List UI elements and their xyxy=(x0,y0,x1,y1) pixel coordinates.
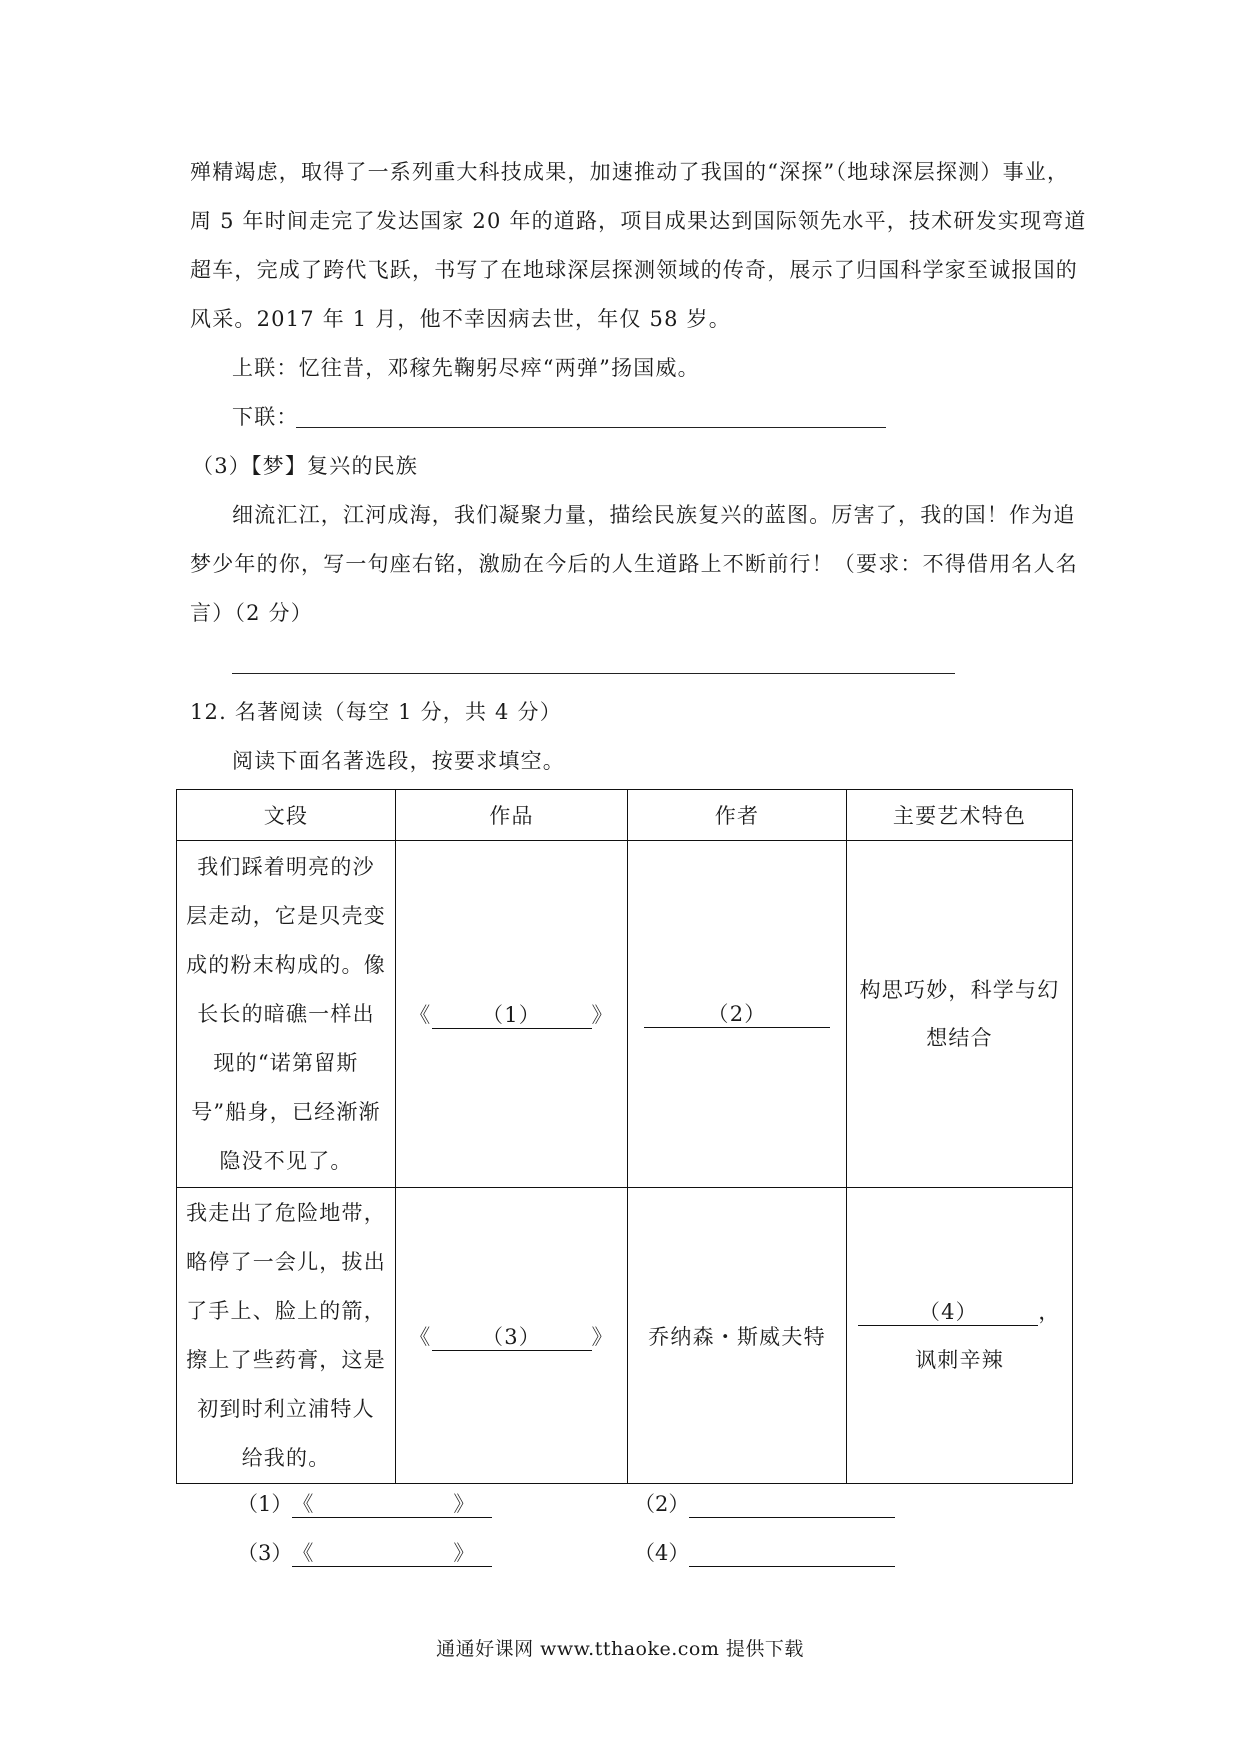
q12-heading: 12. 名著阅读（每空 1 分，共 4 分） xyxy=(190,700,562,724)
answer-1-field[interactable] xyxy=(292,1491,492,1518)
passage-line: 成的粉末构成的。像 xyxy=(186,952,386,977)
feature-cell xyxy=(847,1188,1073,1484)
feature-line: 讽刺辛辣 xyxy=(915,1347,1004,1372)
answer-3 xyxy=(237,1538,492,1568)
couplet-lower-answer-line[interactable] xyxy=(296,427,886,428)
author-cell xyxy=(628,841,847,1188)
passage-line: 给我的。 xyxy=(241,1445,331,1470)
book-title-open: 《 xyxy=(409,1003,432,1027)
table-header-row xyxy=(177,790,1073,841)
passage-line: 现的“诺第留斯 xyxy=(213,1050,359,1075)
answer-4-field[interactable] xyxy=(689,1540,895,1567)
q12-instruction: 阅读下面名著选段，按要求填空。 xyxy=(232,749,565,773)
passage-line: 长长的暗礁一样出 xyxy=(197,1001,375,1026)
work-cell xyxy=(396,1188,628,1484)
motto-answer-line[interactable] xyxy=(232,673,955,674)
couplet-lower-label: 下联： xyxy=(232,405,299,429)
header-work: 作品 xyxy=(396,790,628,841)
intro-line-4: 风采。2017 年 1 月，他不幸因病去世，年仅 58 岁。 xyxy=(190,307,731,331)
book-title-open: 《 xyxy=(409,1324,432,1349)
passage-line: 我们踩着明亮的沙 xyxy=(197,854,375,879)
book-title-close: 》 xyxy=(453,1492,475,1516)
reading-table xyxy=(176,789,1073,1484)
passage-cell xyxy=(177,1188,396,1484)
answer-label: （2） xyxy=(634,1492,690,1516)
answer-2-field[interactable] xyxy=(689,1491,895,1518)
book-title-close: 》 xyxy=(591,1324,614,1349)
header-author: 作者 xyxy=(628,790,847,841)
book-title-open: 《 xyxy=(292,1492,314,1516)
passage-cell xyxy=(177,841,396,1188)
section3-heading: （3）【梦】复兴的民族 xyxy=(192,454,419,478)
answer-2 xyxy=(634,1489,895,1519)
work-cell xyxy=(396,841,628,1188)
intro-line-3: 超车，完成了跨代飞跃，书写了在地球深层探测领域的传奇，展示了归国科学家至诚报国的 xyxy=(190,258,1078,282)
section3-line-3: 言）（2 分） xyxy=(190,601,313,625)
intro-line-1: 殚精竭虑，取得了一系列重大科技成果，加速推动了我国的“深探”（地球深层探测）事业， xyxy=(190,160,1070,184)
header-feature: 主要艺术特色 xyxy=(847,790,1073,841)
feature-blank-4[interactable]: （4） xyxy=(858,1299,1038,1326)
table-row xyxy=(177,841,1073,1188)
passage-line: 我走出了危险地带， xyxy=(186,1200,386,1225)
passage-line: 号”船身，已经渐渐 xyxy=(191,1099,381,1124)
work-blank-3[interactable]: （3） xyxy=(432,1324,592,1351)
answer-label: （1） xyxy=(237,1492,293,1516)
passage-line: 了手上、脸上的箭， xyxy=(186,1298,386,1323)
answer-1 xyxy=(237,1489,492,1519)
section3-line-2: 梦少年的你，写一句座右铭，激励在今后的人生道路上不断前行！（要求：不得借用名人名 xyxy=(190,552,1078,576)
footer-credit: 通通好课网 www.tthaoke.com 提供下载 xyxy=(436,1638,804,1660)
couplet-upper: 上联：忆往昔，邓稼先鞠躬尽瘁“两弹”扬国威。 xyxy=(232,356,700,380)
author-blank-2[interactable]: （2） xyxy=(644,1001,830,1028)
book-title-open: 《 xyxy=(292,1541,314,1565)
answer-3-field[interactable] xyxy=(292,1540,492,1567)
passage-line: 略停了一会儿，拔出 xyxy=(186,1249,386,1274)
passage-line: 擦上了些药膏，这是 xyxy=(186,1347,386,1372)
book-title-close: 》 xyxy=(453,1541,475,1565)
feature-line: 构思巧妙，科学与幻 xyxy=(859,978,1060,1002)
passage-line: 初到时利立浦特人 xyxy=(197,1396,375,1421)
answer-4 xyxy=(634,1538,895,1568)
passage-line: 层走动，它是贝壳变 xyxy=(186,903,386,928)
intro-line-2: 周 5 年时间走完了发达国家 20 年的道路，项目成果达到国际领先水平，技术研发实现弯道 xyxy=(190,209,1087,233)
header-passage: 文段 xyxy=(177,790,396,841)
table-row xyxy=(177,1188,1073,1484)
answer-label: （4） xyxy=(634,1541,690,1565)
book-title-close: 》 xyxy=(591,1003,614,1027)
passage-line: 隐没不见了。 xyxy=(219,1148,353,1173)
answer-label: （3） xyxy=(237,1541,293,1565)
feature-line: 想结合 xyxy=(926,1026,993,1050)
section3-line-1: 细流汇江，江河成海，我们凝聚力量，描绘民族复兴的蓝图。厉害了，我的国！作为追 xyxy=(232,503,1076,527)
feature-cell xyxy=(847,841,1073,1188)
feature-comma: ， xyxy=(1038,1299,1061,1324)
author-cell: 乔纳森・斯威夫特 xyxy=(628,1188,847,1484)
work-blank-1[interactable]: （1） xyxy=(432,1002,592,1029)
